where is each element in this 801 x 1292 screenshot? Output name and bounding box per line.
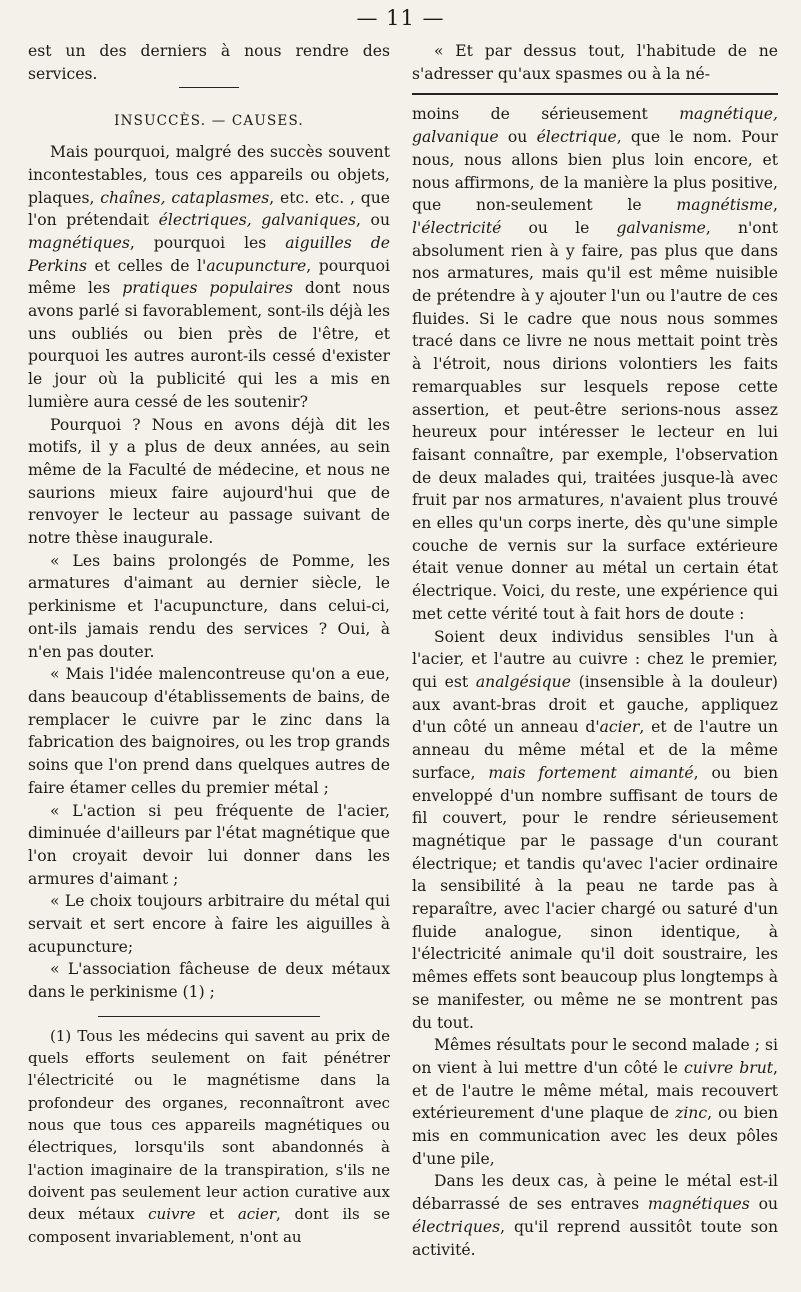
paragraph: Mêmes résultats pour le second malade ; si on vient à lui mettre d'un côté le cuivre brut, et de l'autre le même métal, mais recouvert extérieurement d'une plaque de zinc, ou bien mis en communication avec les deux pôles d'une pile, <box>412 1036 778 1168</box>
divider <box>179 87 239 88</box>
paragraph: « Mais l'idée malencontreuse qu'on a eue, dans beaucoup d'établissements de bains, de remplacer le cuivre par le zinc dans la fabrication des baignoires, ou les trop grands soins que l'on prend dans quelques autres de faire étamer celles du premier métal ; <box>28 665 390 797</box>
paragraph: « L'action si peu fréquente de l'acier, diminuée d'ailleurs par l'état magnétique que l'on croyait devoir lui donner dans les armures d'aimant ; <box>28 801 390 888</box>
paragraph: moins de sérieusement magnétique, galvanique ou électrique, que le nom. Pour nous, nous allons bien plus loin encore, et nous affirmons, de la manière la plus positive, que non-seulement le magnétisme, l'électricité ou le galvanisme, n'ont absolument rien à y faire, pas plus que dans nos armatures, mais qu'il est même nuisible de prétendre à y ajouter l'un ou l'autre de ces fluides. Si le cadre que nous nous sommes tracé dans ce livre ne nous mettait point très à l'étroit, nous dirions volontiers les faits remarquables sur lesquels repose cette assertion, et peut-être serions-nous assez heureux pour intéresser le lecteur en lui faisant connaître, par exemple, l'observation de deux malades qui, traitées jusque-là avec fruit par nos armatures, n'avaient plus trouvé en elles qu'un corps inerte, dès qu'une simple couche de vernis sur la surface extérieure était venue donner au métal un certain état électrique. Voici, du reste, une expérience qui met cette vérité tout à fait hors de doute : <box>412 105 778 623</box>
paragraph: Pourquoi ? Nous en avons déjà dit les motifs, il y a plus de deux années, au sein même de la Faculté de médecine, et nous ne saurions mieux faire aujourd'hui que de renvoyer le lecteur au passage suivant de notre thèse inaugurale. <box>28 415 390 548</box>
section-heading: INSUCCÈS. — CAUSES. <box>114 113 304 130</box>
paragraph: Soient deux individus sensibles l'un à l'acier, et l'autre au cuivre : chez le premier, qui est analgésique (insensible à la douleur) aux avant-bras droit et gauche, appliquez d'un côté un anneau d'acier, et de l'autre un anneau du même métal et de la même surface, mais fortement aimanté, ou bien enveloppé d'un nombre suffisant de tours de fil couvert, pour le rendre sérieusement magnétique par le passage d'un courant électrique; et tandis qu'avec l'acier ordinaire la sensibilité à la peau ne tarde pas à reparaître, avec l'acier chargé ou saturé d'un fluide analogue, sinon identique, à l'électricité animale qu'il doit soustraire, les mêmes effets sont beaucoup plus longtemps à se manifester, ou même ne se montrent pas du tout. <box>412 627 779 1032</box>
paragraph: « Et par dessus tout, l'habitude de ne s'adresser qu'aux spasmes ou à la né- <box>412 42 778 83</box>
paragraph: Mais pourquoi, malgré des succès souvent incontestables, tous ces appareils ou objets, plaques, chaînes, cataplasmes, etc. etc. , que l'on prétendait électriques, galvaniques, ou magnétiques, pourquoi les aiguilles de Perkins et celles de l'acupuncture, pourquoi même les pratiques populaires dont nous avons parlé si favorablement, sont-ils déjà les uns oubliés ou bien près de l'être, et pourquoi les autres auront-ils cessé d'exister le jour où la publicité qui les a mis en lumière aura cessé de les soutenir? <box>28 143 390 411</box>
right-column <box>412 40 778 1261</box>
footnote: (1) Tous les médecins qui savent au prix de quels efforts seulement on fait pénétrer l'électricité ou le magnétisme dans la profondeur des organes, reconnaîtront avec nous que tous ces appareils magnétiques ou électriques, lorsqu'ils sont abandonnés à l'action imaginaire de la transpiration, s'ils ne doivent pas seulement leur action curative aux deux métaux cuivre et acier, dont ils se composent invariablement, n'ont au <box>28 1026 391 1246</box>
page-number: — 11 — <box>356 6 445 30</box>
divider <box>412 93 778 95</box>
left-column <box>28 40 390 1248</box>
footnote-divider <box>98 1016 320 1017</box>
paragraph: « L'association fâcheuse de deux métaux dans le perkinisme (1) ; <box>28 960 390 1002</box>
paragraph: « Les bains prolongés de Pomme, les armatures d'aimant au dernier siècle, le perkinisme et l'acupuncture, dans celui-ci, ont-ils jamais rendu des services ? Oui, à n'en pas douter. <box>28 551 390 661</box>
paragraph: Dans les deux cas, à peine le métal est-il débarrassé de ses entraves magnétiques ou électriques, qu'il reprend aussitôt toute son activité. <box>412 1172 778 1259</box>
paragraph: est un des derniers à nous rendre des services. <box>28 42 390 83</box>
paragraph: « Le choix toujours arbitraire du métal qui servait et sert encore à faire les aiguilles à acupuncture; <box>28 892 390 956</box>
